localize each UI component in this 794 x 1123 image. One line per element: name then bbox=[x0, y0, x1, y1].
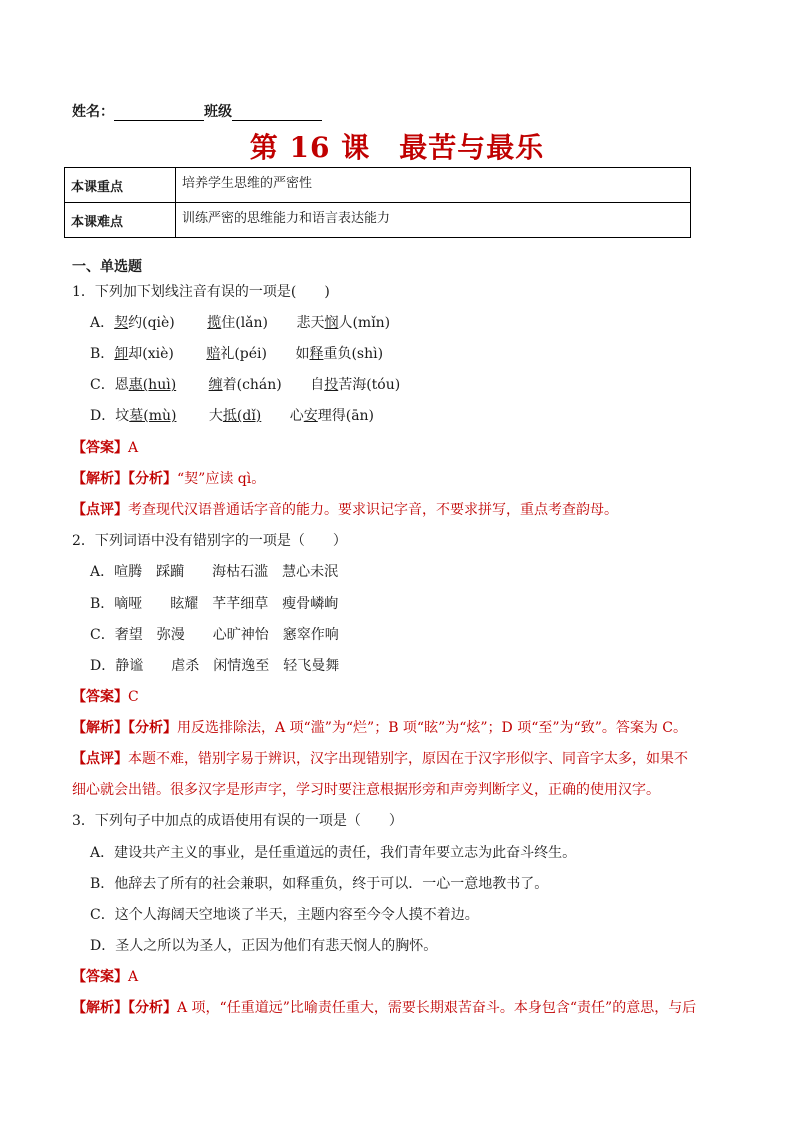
q3-option-c: C．这个人海阔天空地谈了半天，主题内容至今令人摸不着边。 bbox=[90, 907, 479, 923]
question-3-stem: 3．下列句子中加点的成语使用有误的一项是（ ） bbox=[72, 813, 403, 829]
q2-option-a: A．喧腾 踩躏 海枯石滥 慧心未泯 bbox=[90, 564, 339, 580]
difficulty-value: 训练严密的思维能力和语言表达能力 bbox=[176, 203, 691, 238]
q2-answer: 【答案】C bbox=[72, 689, 139, 705]
name-class-line bbox=[72, 101, 322, 121]
q1-analysis: 【解析】【分析】“契”应读 qì。 bbox=[72, 471, 266, 487]
key-focus-value: 培养学生思维的严密性 bbox=[176, 168, 691, 203]
q3-answer: 【答案】A bbox=[72, 969, 139, 985]
q2-comment-cont: 细心就会出错。很多汉字是形声字，学习时要注意根据形旁和声旁判断字义，正确的使用汉字。 bbox=[72, 782, 660, 798]
q1-option-c: C．恩惠(huì) 缠着(chán) 自投苦海(tóu) bbox=[90, 377, 401, 393]
q3-option-a: A．建设共产主义的事业，是任重道远的责任，我们青年要立志为此奋斗终生。 bbox=[90, 845, 577, 861]
info-table bbox=[64, 167, 691, 238]
name-label: 姓名： bbox=[72, 104, 114, 120]
table-row bbox=[65, 203, 691, 238]
difficulty-label: 本课难点 bbox=[65, 203, 176, 238]
q2-option-d: D．静谧 虐杀 闲情逸至 轻飞曼舞 bbox=[90, 658, 340, 674]
q1-option-d: D．坟墓(mù) 大抵(dǐ) 心安理得(ān) bbox=[90, 408, 375, 424]
q2-analysis: 【解析】【分析】用反选排除法，A 项“滥”为“烂”；B 项“眩”为“炫”；D 项“至”为“致”。答案为 C。 bbox=[72, 720, 688, 736]
q1-option-a: A．契约(qiè) 揽住(lǎn) 悲天悯人(mǐn) bbox=[90, 315, 391, 331]
class-label: 班级 bbox=[204, 104, 232, 120]
name-blank[interactable] bbox=[114, 106, 204, 121]
q3-analysis: 【解析】【分析】A 项，“任重道远”比喻责任重大，需要长期艰苦奋斗。本身包含“责任”的意思，与后 bbox=[72, 1000, 697, 1016]
table-row bbox=[65, 168, 691, 203]
q3-option-b: B．他辞去了所有的社会兼职，如释重负，终于可以．一心一意地教书了。 bbox=[90, 876, 549, 892]
q1-comment: 【点评】考查现代汉语普通话字音的能力。要求识记字音，不要求拼写，重点考查韵母。 bbox=[72, 502, 618, 518]
q3-option-d: D．圣人之所以为圣人，正因为他们有悲天悯人的胸怀。 bbox=[90, 938, 438, 954]
q1-option-b: B．卸却(xiè) 赔礼(péi) 如释重负(shì) bbox=[90, 346, 384, 362]
q1-answer: 【答案】A bbox=[72, 440, 139, 456]
section-heading: 一、单选题 bbox=[72, 259, 142, 275]
q2-comment: 【点评】本题不难，错别字易于辨识，汉字出现错别字，原因在于汉字形似字、同音字太多，如果不 bbox=[72, 751, 688, 767]
class-blank[interactable] bbox=[232, 106, 322, 121]
lesson-title: 第 16 课 最苦与最乐 bbox=[249, 131, 545, 164]
key-focus-label: 本课重点 bbox=[65, 168, 176, 203]
question-2-stem: 2．下列词语中没有错别字的一项是（ ） bbox=[72, 533, 347, 549]
question-1-stem: 1．下列加下划线注音有误的一项是( ) bbox=[72, 284, 330, 300]
q2-option-b: B．嘀哑 眩耀 芊芊细草 瘦骨嶙峋 bbox=[90, 596, 339, 612]
q2-option-c: C．奢望 弥漫 心旷神怡 窸窣作响 bbox=[90, 627, 339, 643]
